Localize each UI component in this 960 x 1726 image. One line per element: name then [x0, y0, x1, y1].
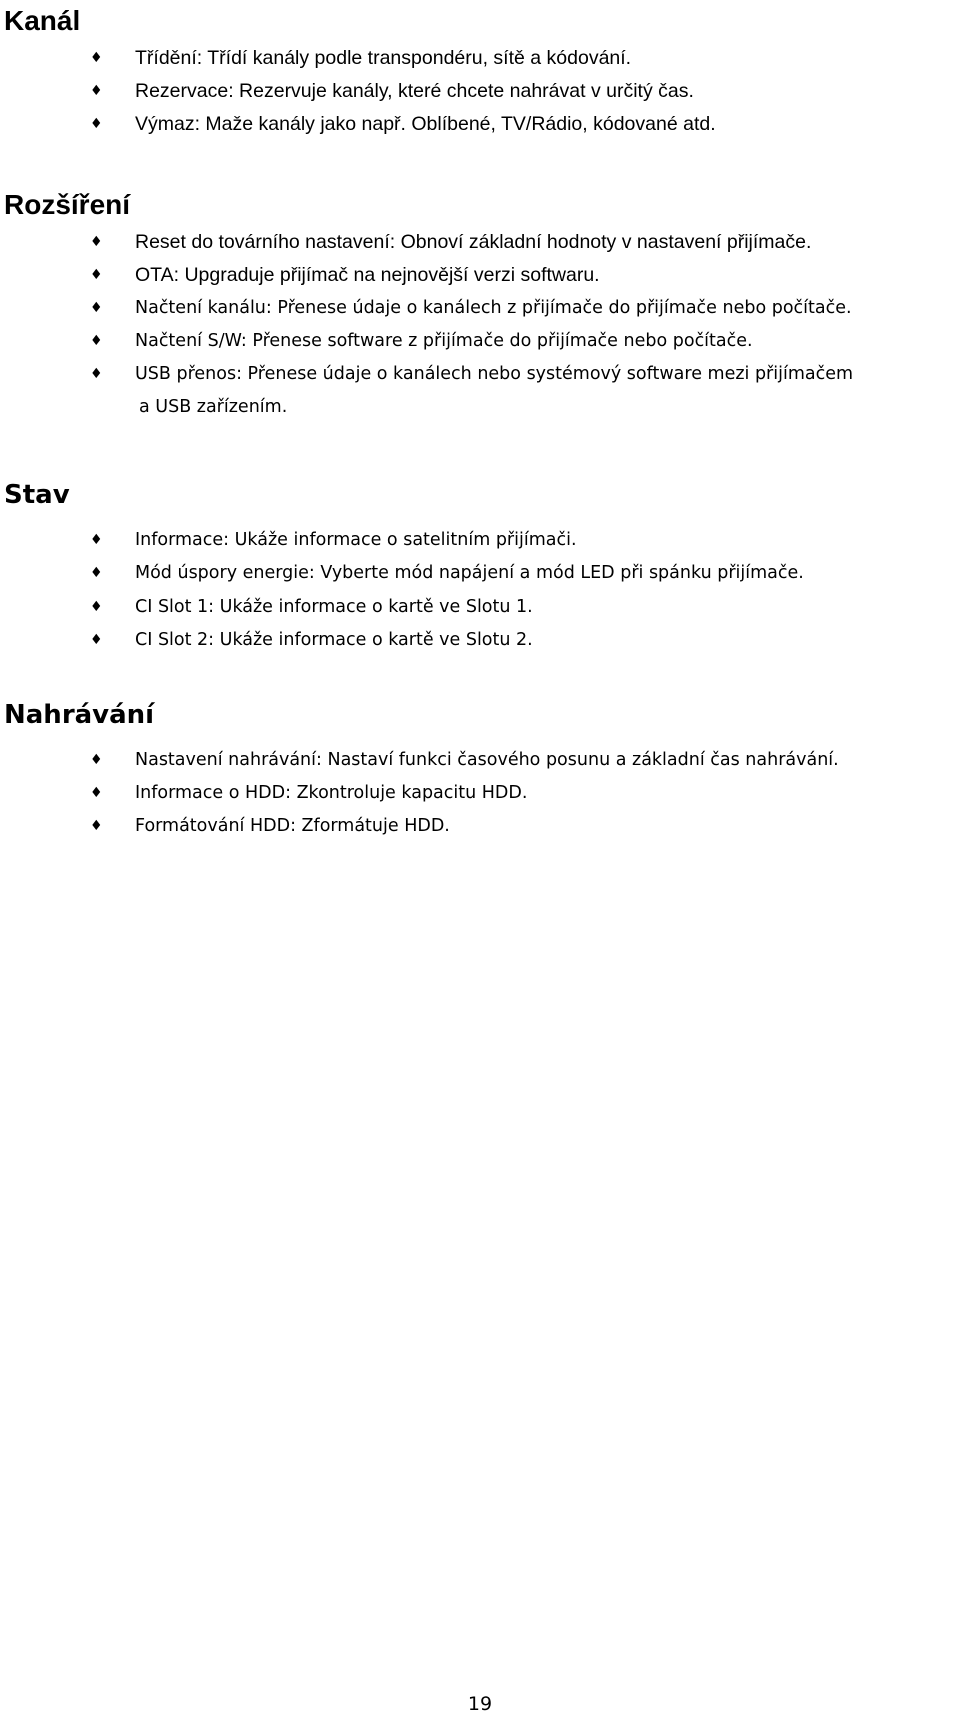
bullet-icon: ♦: [90, 83, 103, 99]
list-item-continuation: a USB zařízením.: [139, 397, 288, 417]
list-item: Informace o HDD: Zkontroluje kapacitu HDD.: [135, 783, 528, 803]
bullet-icon: ♦: [90, 599, 103, 615]
list-item: Nastavení nahrávání: Nastaví funkci časového posunu a základní čas nahrávání.: [135, 750, 839, 770]
list-item: Výmaz: Maže kanály jako např. Oblíbené, TV/Rádio, kódované atd.: [135, 113, 716, 135]
section-heading-stav: Stav: [4, 480, 70, 510]
list-item: Načtení S/W: Přenese software z přijímače do přijímače nebo počítače.: [135, 331, 753, 351]
list-item: Formátování HDD: Zformátuje HDD.: [135, 816, 450, 836]
list-item: CI Slot 2: Ukáže informace o kartě ve Slotu 2.: [135, 630, 533, 650]
bullet-icon: ♦: [90, 116, 103, 132]
section-heading-rozsireni: Rozšíření: [4, 189, 131, 220]
bullet-icon: ♦: [90, 565, 103, 581]
bullet-icon: ♦: [90, 532, 103, 548]
bullet-icon: ♦: [90, 300, 103, 316]
page-number: 19: [467, 1693, 493, 1715]
list-item: OTA: Upgraduje přijímač na nejnovější verzi softwaru.: [135, 264, 600, 286]
section-heading-kanal: Kanál: [4, 5, 81, 36]
list-item: CI Slot 1: Ukáže informace o kartě ve Slotu 1.: [135, 597, 533, 617]
list-item: Třídění: Třídí kanály podle transpondéru, sítě a kódování.: [135, 47, 632, 69]
bullet-icon: ♦: [90, 632, 103, 648]
bullet-icon: ♦: [90, 333, 103, 349]
list-item: Načtení kanálu: Přenese údaje o kanálech z přijímače do přijímače nebo počítače.: [135, 298, 852, 318]
bullet-icon: ♦: [90, 267, 103, 283]
bullet-icon: ♦: [90, 752, 103, 768]
list-item: Rezervace: Rezervuje kanály, které chcete nahrávat v určitý čas.: [135, 80, 694, 102]
bullet-icon: ♦: [90, 234, 103, 250]
bullet-icon: ♦: [90, 366, 103, 382]
list-item: Mód úspory energie: Vyberte mód napájení a mód LED při spánku přijímače.: [135, 563, 804, 583]
list-item: Informace: Ukáže informace o satelitním přijímači.: [135, 530, 577, 550]
section-heading-nahravani: Nahrávání: [4, 700, 155, 730]
bullet-icon: ♦: [90, 818, 103, 834]
list-item: USB přenos: Přenese údaje o kanálech nebo systémový software mezi přijímačem: [135, 364, 854, 384]
list-item: Reset do továrního nastavení: Obnoví základní hodnoty v nastavení přijímače.: [135, 231, 812, 253]
bullet-icon: ♦: [90, 785, 103, 801]
bullet-icon: ♦: [90, 50, 103, 66]
